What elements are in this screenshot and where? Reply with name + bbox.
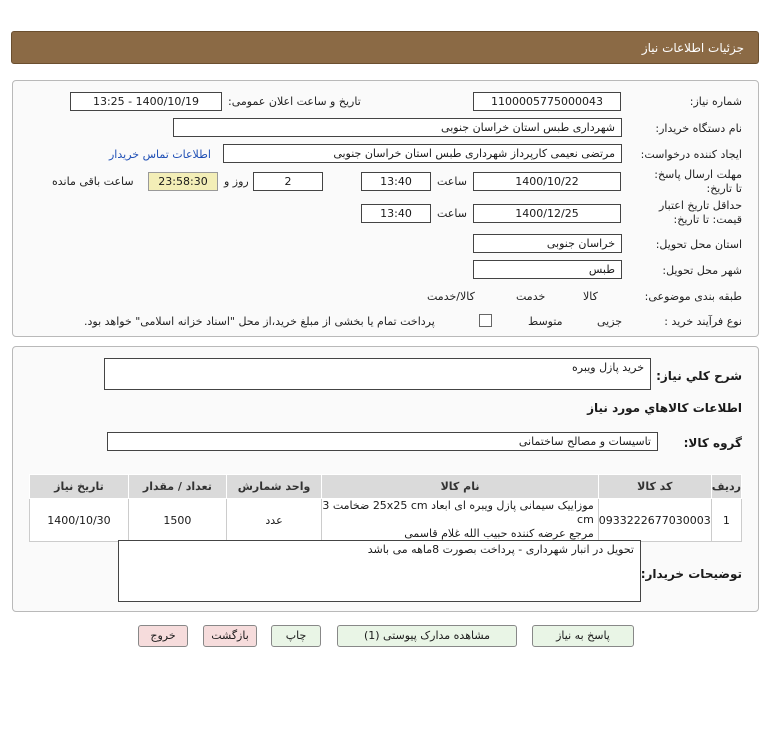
row-name-cell <box>322 499 599 542</box>
table-header-row <box>30 475 742 499</box>
validity-date-field: 1400/12/25 <box>473 204 621 223</box>
need-summary-field: خرید پازل ویبره <box>104 358 651 390</box>
city-field: طبس <box>473 260 622 279</box>
col-index-header: ردیف <box>711 475 741 499</box>
category-goods-service-label: کالا/خدمت <box>427 290 475 303</box>
row-date: 1400/10/30 <box>30 499 129 542</box>
need-number-label: شماره نیاز: <box>689 95 742 108</box>
announce-field: 1400/10/19 - 13:25 <box>70 92 222 111</box>
province-field: خراسان جنوبی <box>473 234 622 253</box>
col-unit-header: واحد شمارش <box>226 475 321 499</box>
validity-label: حداقل تاریخ اعتبار قیمت: تا تاریخ: <box>658 199 742 226</box>
row-qty: 1500 <box>128 499 226 542</box>
goods-group-field: تاسیسات و مصالح ساختمانی <box>107 432 658 451</box>
reply-button[interactable]: پاسخ به نیاز <box>532 625 634 647</box>
row-unit: عدد <box>226 499 321 542</box>
buyer-org-label: نام دستگاه خریدار: <box>655 122 742 135</box>
remaining-label: ساعت باقی مانده <box>52 175 134 188</box>
attachments-button[interactable]: مشاهده مدارک پیوستی (1) <box>337 625 517 647</box>
goods-table <box>29 474 742 542</box>
buyer-notes-label: توضیحات خریدار: <box>640 567 742 581</box>
remaining-time-field: 23:58:30 <box>148 172 218 191</box>
table-row[interactable] <box>30 499 742 542</box>
back-button[interactable]: بازگشت <box>203 625 257 647</box>
creator-field: مرتضی نعیمی کارپرداز شهرداری طبس استان خراسان جنوبی <box>223 144 622 163</box>
row-name-supplier: مرجع عرضه کننده حبیب الله غلام قاسمی <box>404 527 594 540</box>
need-summary-label: شرح کلي نياز: <box>656 369 742 383</box>
treasury-payment-note: پرداخت تمام یا بخشی از مبلغ خرید،از محل "اسناد خزانه اسلامی" خواهد بود. <box>84 315 435 328</box>
category-goods-label: کالا <box>583 290 598 303</box>
city-label: شهر محل تحویل: <box>662 264 742 277</box>
deadline-label: مهلت ارسال پاسخ: تا تاریخ: <box>654 168 742 195</box>
row-name: موزاییک سیمانی پازل ویبره ای ابعاد 25x25 cm ضخامت 3 cm <box>322 499 594 526</box>
need-number-field: 1100005775000043 <box>473 92 621 111</box>
buyer-notes-field: تحویل در انبار شهرداری - پرداخت بصورت 8ماهه می باشد <box>118 540 641 602</box>
goods-group-label: گروه کالا: <box>683 436 742 450</box>
page-header <box>11 31 759 64</box>
buyer-org-field: شهرداری طبس استان خراسان جنوبی <box>173 118 622 137</box>
print-button[interactable]: چاپ <box>271 625 321 647</box>
goods-info-heading: اطلاعات کالاهاي مورد نياز <box>587 401 742 415</box>
deadline-date-field: 1400/10/22 <box>473 172 621 191</box>
col-code-header: کد کالا <box>598 475 711 499</box>
col-qty-header: تعداد / مقدار <box>128 475 226 499</box>
province-label: استان محل تحویل: <box>655 238 742 251</box>
col-date-header: تاریخ نیاز <box>30 475 129 499</box>
category-service-label: خدمت <box>516 290 546 303</box>
deadline-time-label: ساعت <box>437 175 467 188</box>
process-medium-label: متوسط <box>528 315 563 328</box>
category-label: طبقه بندی موضوعی: <box>644 290 742 303</box>
days-field: 2 <box>253 172 323 191</box>
page-title: جزئیات اطلاعات نیاز <box>641 41 744 55</box>
row-index: 1 <box>711 499 741 542</box>
validity-time-label: ساعت <box>437 207 467 220</box>
exit-button[interactable]: خروج <box>138 625 188 647</box>
col-name-header: نام کالا <box>322 475 599 499</box>
days-label: روز و <box>224 175 249 188</box>
process-label: نوع فرآیند خرید : <box>664 315 742 328</box>
announce-label: تاریخ و ساعت اعلان عمومی: <box>228 95 361 108</box>
row-code: 0933222677030003 <box>598 499 711 542</box>
deadline-time-field: 13:40 <box>361 172 431 191</box>
creator-label: ایجاد کننده درخواست: <box>640 148 742 161</box>
treasury-payment-checkbox[interactable] <box>479 314 492 327</box>
process-minor-label: جزیی <box>597 315 623 328</box>
validity-time-field: 13:40 <box>361 204 431 223</box>
buyer-contact-link[interactable]: اطلاعات تماس خریدار <box>109 148 211 161</box>
